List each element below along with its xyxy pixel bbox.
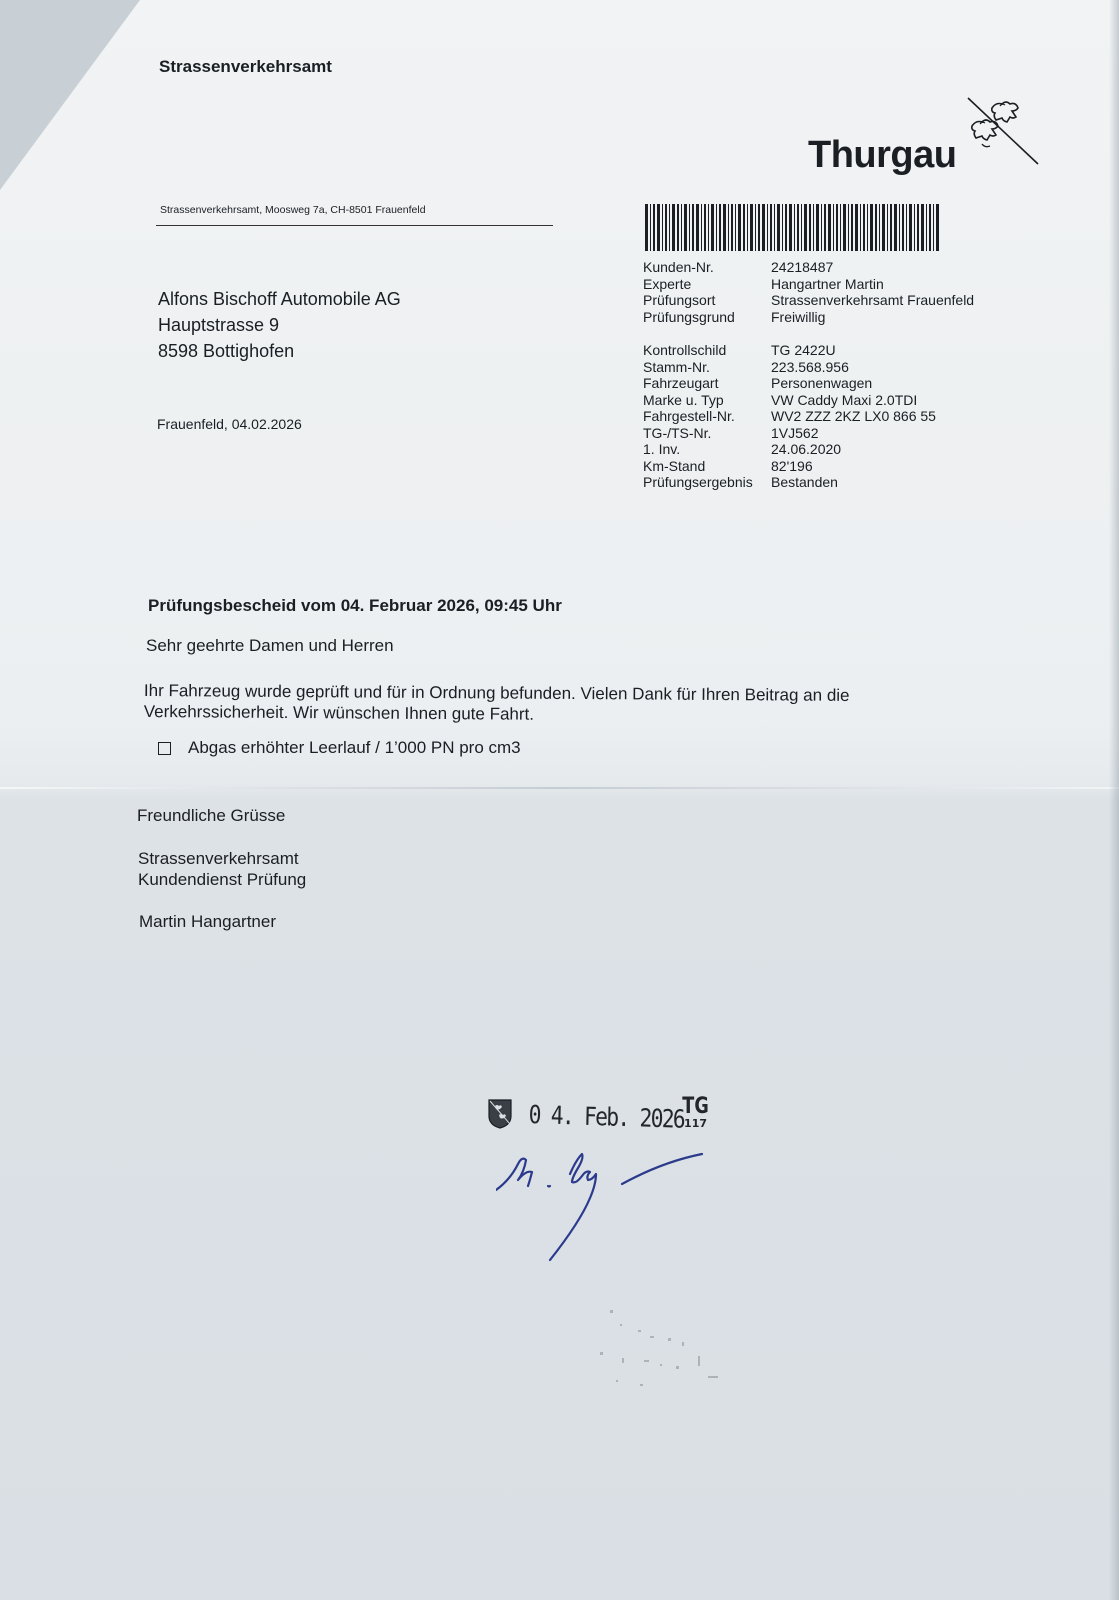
folded-corner (0, 0, 140, 190)
body-line: Verkehrssicherheit. Wir wünschen Ihnen gute Fahrt. (143, 701, 535, 724)
sender-divider (156, 225, 553, 226)
info-label: Km-Stand (643, 457, 706, 474)
info-label: Fahrzeugart (643, 375, 719, 391)
barcode-icon (645, 204, 941, 251)
recipient-name: Alfons Bischoff Automobile AG (158, 289, 401, 309)
info-value: 223.568.956 (771, 358, 849, 375)
info-value: TG 2422U (771, 342, 836, 358)
org-department: Kundendienst Prüfung (138, 870, 307, 889)
signature-organization (138, 848, 306, 890)
info-label: Kontrollschild (643, 342, 727, 358)
place-date: Frauenfeld, 04.02.2026 (157, 416, 302, 432)
recipient-address (158, 286, 401, 364)
info-row (643, 259, 974, 276)
body-line: Ihr Fahrzeug wurde geprüft und für in Ordnung befunden. Vielen Dank für Ihren Beitrag an die (143, 681, 850, 705)
paper-fold-line (0, 787, 1119, 789)
info-row (643, 359, 974, 376)
inspection-info-table (643, 259, 974, 491)
recipient-street: Hauptstrasse 9 (158, 315, 280, 335)
letter-body (144, 680, 964, 728)
recipient-city: 8598 Bottighofen (158, 341, 295, 361)
checkbox-label: Abgas erhöhter Leerlauf / 1’000 PN pro cm3 (188, 738, 521, 757)
info-label: Stamm-Nr. (643, 358, 710, 375)
org-name: Strassenverkehrsamt (138, 849, 299, 868)
letter-heading: Prüfungsbescheid vom 04. Februar 2026, 09:45 Uhr (148, 596, 562, 615)
info-label: Experte (643, 275, 692, 292)
faint-stamp-imprint (580, 1300, 740, 1400)
office-title: Strassenverkehrsamt (159, 57, 332, 76)
info-label: 1. Inv. (643, 441, 681, 457)
info-row (643, 292, 974, 309)
info-label: Fahrgestell-Nr. (643, 408, 735, 424)
page-edge-shadow (1109, 0, 1119, 1600)
info-row (643, 309, 974, 326)
info-row (643, 474, 974, 491)
info-spacer (643, 325, 974, 342)
info-value: 24.06.2020 (771, 441, 842, 457)
info-value: VW Caddy Maxi 2.0TDI (771, 391, 918, 408)
salutation: Sehr geehrte Damen und Herren (146, 636, 394, 655)
thurgau-logo (808, 96, 1040, 186)
info-label: Marke u. Typ (643, 391, 724, 408)
info-value: 1VJ562 (771, 424, 819, 441)
handwritten-signature (496, 1144, 716, 1276)
info-row (643, 342, 974, 359)
info-row (643, 441, 974, 458)
info-label: TG-/TS-Nr. (643, 424, 712, 441)
info-row (643, 425, 974, 442)
info-row (643, 276, 974, 293)
closing-greeting: Freundliche Grüsse (137, 806, 286, 825)
stamp-code (679, 1096, 712, 1130)
stamp-number: 117 (684, 1117, 708, 1130)
signer-name: Martin Hangartner (139, 912, 277, 931)
info-row (643, 458, 974, 475)
info-value: WV2 ZZZ 2KZ LX0 866 55 (771, 408, 936, 424)
info-row (643, 408, 974, 425)
info-value: Personenwagen (771, 375, 873, 391)
exhaust-checkbox[interactable] (158, 742, 171, 755)
exhaust-checkbox-row (158, 738, 521, 758)
info-label: Kunden-Nr. (643, 259, 714, 275)
info-row (643, 392, 974, 409)
coat-of-arms-icon (956, 96, 1040, 170)
info-value: 82'196 (771, 457, 813, 474)
date-stamp (487, 1096, 717, 1144)
info-row (643, 375, 974, 392)
info-value: 24218487 (771, 259, 834, 275)
crest-icon (487, 1098, 513, 1130)
stamp-date: 0 4. Feb. 2026 (528, 1100, 685, 1134)
sender-address-line: Strassenverkehrsamt, Moosweg 7a, CH-8501 Frauenfeld (160, 204, 426, 216)
info-value: Hangartner Martin (771, 275, 884, 292)
info-value: Freiwillig (771, 308, 826, 325)
canton-name: Thurgau (808, 134, 957, 176)
stamp-canton-code: TG (682, 1094, 709, 1119)
info-label: Prüfungsort (643, 292, 716, 308)
info-label: Prüfungsgrund (643, 308, 735, 325)
info-value: Bestanden (771, 474, 838, 490)
info-label: Prüfungsergebnis (643, 474, 753, 490)
info-value: Strassenverkehrsamt Frauenfeld (771, 292, 975, 308)
